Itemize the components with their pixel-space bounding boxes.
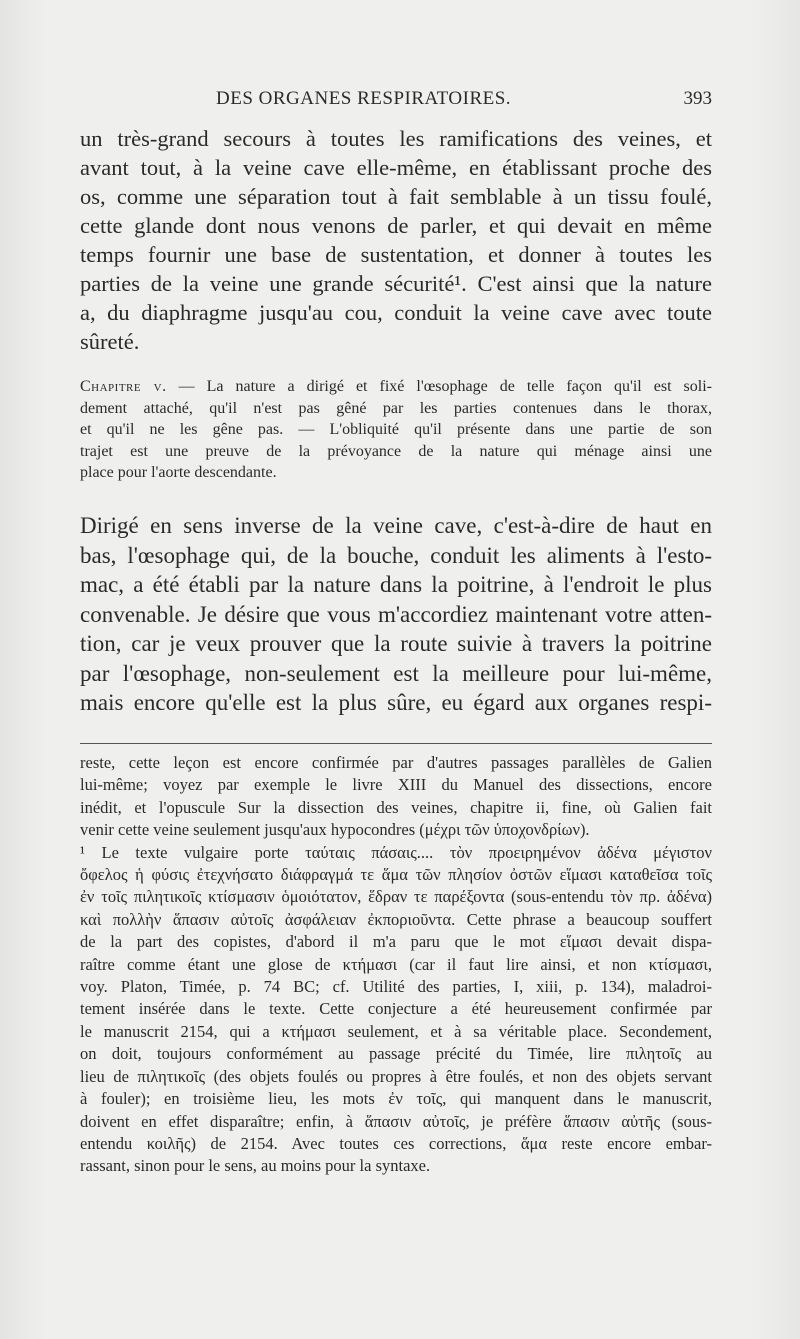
chapter-summary — [80, 376, 712, 484]
footnote-divider — [80, 743, 712, 744]
footnote-line: venir cette veine seulement jusqu'aux hypocondres (μέχρι τῶν ὑποχονδρίων). — [80, 820, 590, 840]
footnote-line: ¹ Le texte vulgaire porte ταύταις πάσαις.... τὸν προειρημένον ἀδένα μέγιστον — [80, 842, 712, 862]
summary-line — [80, 376, 712, 398]
text-line: avant tout, à la veine cave elle-même, en établissant proche des — [80, 155, 712, 180]
text-line: un très-grand secours à toutes les ramifications des veines, et — [80, 126, 712, 151]
text-line: temps fournir une base de sustentation, et donner à toutes les — [80, 242, 712, 267]
paragraph-continuation — [80, 124, 712, 356]
text-line: convenable. Je désire que vous m'accordiez maintenant votre atten- — [80, 601, 712, 627]
summary-line: et qu'il ne les gêne pas. — L'obliquité qu'il présente dans une partie de son — [80, 421, 712, 438]
text-line: mais encore qu'elle est la plus sûre, eu égard aux organes respi- — [80, 690, 712, 715]
chapter-paragraph — [80, 511, 712, 718]
footnote-line: lui-même; voyez par exemple le livre XIII du Manuel des dissections, encore — [80, 775, 712, 795]
footnote-line: à fouler); en troisième lieu, les mots ἐν τοῖς, qui manquent dans le manuscrit, — [80, 1089, 712, 1109]
text-line: cette glande dont nous venons de parler, et qui devait en même — [80, 213, 712, 238]
text-line: mac, a été établi par la nature dans la poitrine, à l'endroit le plus — [80, 572, 712, 597]
text-line: sûreté. — [80, 329, 140, 354]
text-line: tion, car je veux prouver que la route suivie à travers la poitrine — [80, 631, 712, 656]
chapter-label: Chapitre v. — [80, 378, 167, 395]
summary-line: place pour l'aorte descendante. — [80, 464, 277, 481]
running-title: DES ORGANES RESPIRATOIRES. — [216, 88, 512, 109]
footnotes — [80, 752, 712, 1178]
footnote-line: voy. Platon, Timée, p. 74 BC; cf. Utilité des parties, I, xiii, p. 134), maladroi- — [80, 977, 712, 997]
footnote-line: on doit, toujours conformément au passage précité du Timée, lire πιλητοῖς au — [80, 1044, 712, 1064]
page-number: 393 — [683, 88, 712, 109]
footnote-line: ὄφελος ἡ φύσις ἐτεχνήσατο διάφραγμά τε ἅμα τῶν πλησίον ὀστῶν εἵμασι καταθεῖσα τοῖς — [80, 865, 712, 885]
text-line: par l'œsophage, non-seulement est la meilleure pour lui-même, — [80, 660, 712, 686]
footnote-line: entendu κοιλῆς) de 2154. Avec toutes ces corrections, ἅμα reste encore embar- — [80, 1133, 712, 1153]
footnote-line: ἐν τοῖς πιλητικοῖς κτίσμασιν ὁμοιότατον, ἕδραν τε παρέξοντα (sous-entendu τὸν πρ. ἀδένα) — [80, 887, 712, 907]
text-line: bas, l'œsophage qui, de la bouche, conduit les aliments à l'esto- — [80, 542, 712, 568]
footnote-line: καὶ πολλὴν ἅπασιν αὐτοῖς ἀσφάλειαν ἐκποριοῦντα. Cette phrase a beaucoup souffert — [80, 909, 712, 929]
footnote-line: de la part des copistes, d'abord il m'a paru que le mot εἵμασι devait dispa- — [80, 932, 712, 952]
footnote-line: tement insérée dans le texte. Cette conjecture a été heureusement confirmée par — [80, 999, 712, 1019]
footnote-line: le manuscrit 2154, qui a κτήμασι seulement, et à sa véritable place. Secondement, — [80, 1021, 712, 1041]
footnote-line: raître comme étant une glose de κτήμασι (car il faut lire ainsi, et non κτίσμασι, — [80, 954, 712, 974]
footnote-line: rassant, sinon pour le sens, au moins pour la syntaxe. — [80, 1156, 431, 1176]
footnote-line: inédit, et l'opuscule Sur la dissection des veines, chapitre ii, fine, où Galien fait — [80, 797, 712, 817]
footnote-line: doivent en effet disparaître; enfin, à ἅπασιν αὐτοῖς, je préfère ἅπασιν αὐτῆς (sous- — [80, 1111, 712, 1131]
summary-line: dement attaché, qu'il n'est pas gêné par les parties contenues dans le thorax, — [80, 399, 712, 417]
text-line: parties de la veine une grande sécurité¹. C'est ainsi que la nature — [80, 271, 712, 296]
footnote-line: reste, cette leçon est encore confirmée par d'autres passages parallèles de Galien — [80, 753, 712, 772]
text-line: os, comme une séparation tout à fait semblable à un tissu foulé, — [80, 184, 712, 209]
text-line: a, du diaphragme jusqu'au cou, conduit la veine cave avec toute — [80, 300, 712, 325]
summary-line: trajet est une preuve de la prévoyance de la nature qui ménage ainsi une — [80, 442, 712, 460]
summary-line-text: — La nature a dirigé et fixé l'œsophage de telle façon qu'il est soli- — [166, 378, 712, 395]
page-header — [80, 88, 712, 112]
text-line: Dirigé en sens inverse de la veine cave, c'est-à-dire de haut en — [80, 513, 712, 538]
footnote-line: lieu de πιλητικοῖς (des objets foulés ou propres à être foulés, et non des objets servant — [80, 1066, 712, 1086]
